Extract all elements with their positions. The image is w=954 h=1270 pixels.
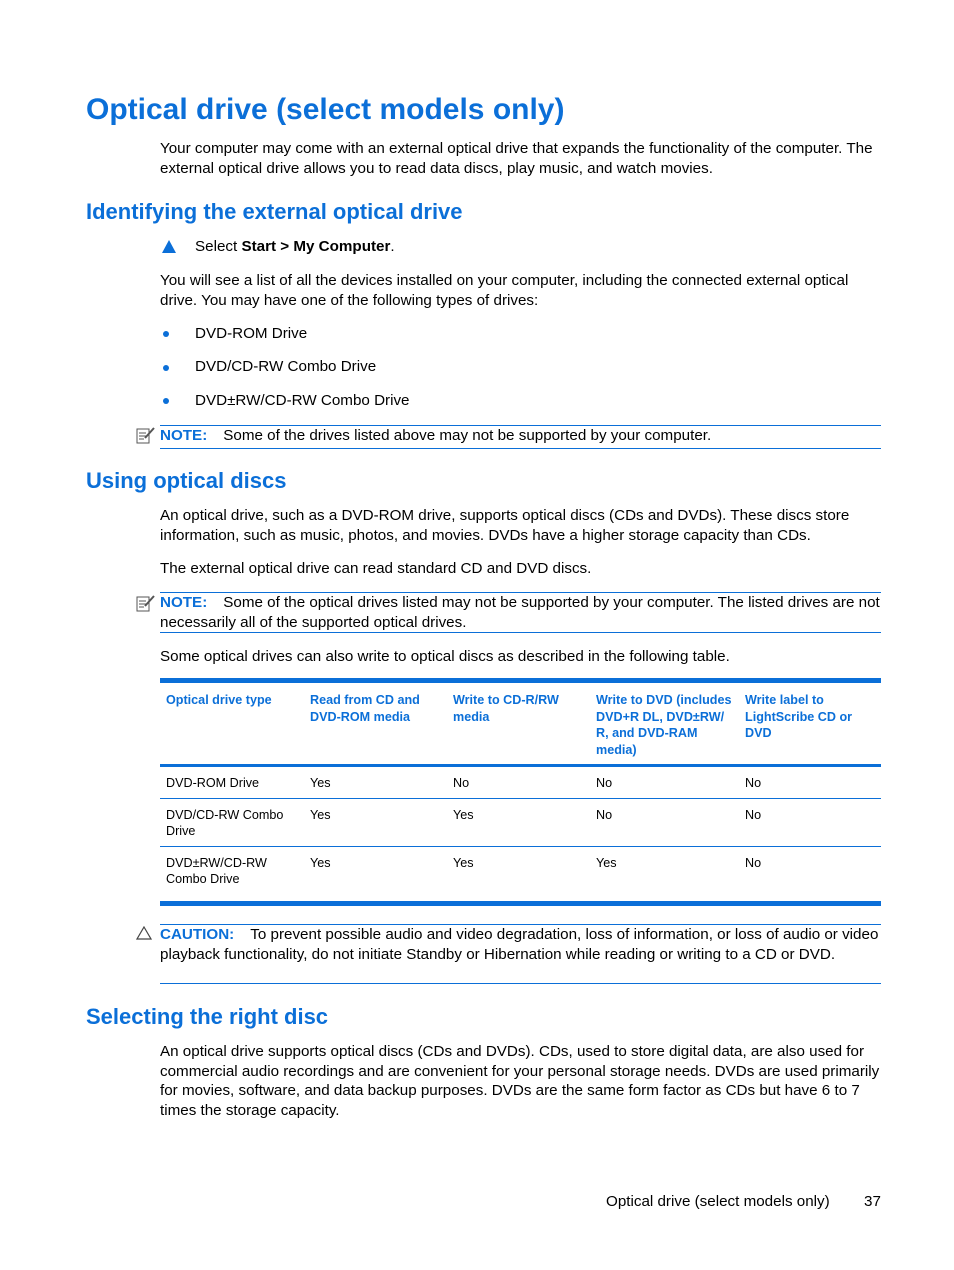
column-header: Write to DVD (includes DVD+R DL, DVD±RW/ R, and DVD-RAM media) [590,681,739,766]
note-text: Some of the drives listed above may not be supported by your computer. [223,427,712,444]
column-header: Optical drive type [160,681,304,766]
table-row [160,846,881,903]
bullet-dot-icon [163,398,169,404]
table-cell: Yes [590,846,739,903]
table-cell: No [447,766,590,799]
read-discs-paragraph: The external optical drive can read standard CD and DVD discs. [160,560,592,577]
table-cell: No [739,766,881,799]
section-heading-using: Using optical discs [86,468,287,493]
column-header: Write to CD-R/RW media [447,681,590,766]
note-pencil-icon [136,426,156,449]
drives-paragraph: You will see a list of all the devices installed on your computer, including the connected external optical drive. You may have one of the following types of drives: [160,272,849,309]
bullet-dot-icon [163,331,169,337]
table-cell: DVD/CD-RW Combo Drive [160,798,304,846]
caution-label: CAUTION: [160,926,235,943]
table-cell: No [590,766,739,799]
table-cell: Yes [304,798,447,846]
table-cell: DVD±RW/CD-RW Combo Drive [160,846,304,903]
section-heading-selecting: Selecting the right disc [86,1004,329,1029]
table-cell: No [739,798,881,846]
caution-box [160,924,881,984]
step-suffix: . [390,238,395,255]
intro-paragraph: Your computer may come with an external optical drive that expands the functionality of the computer. The external optical drive allows you to read data discs, play music, and watch movies. [160,140,873,177]
table-cell: Yes [304,846,447,903]
list-item: DVD-ROM Drive [195,325,308,342]
table-cell: Yes [304,766,447,799]
caution-text: To prevent possible audio and video degradation, loss of information, or loss of audio or video playback functionality, do not initiate Standby or Hibernation while reading or writing to a CD or DVD. [160,926,879,963]
column-header: Read from CD and DVD-ROM media [304,681,447,766]
table-cell: DVD-ROM Drive [160,766,304,799]
column-header: Write label to LightScribe CD or DVD [739,681,881,766]
step-bold: Start > My Computer [241,238,391,255]
table-cell: Yes [447,798,590,846]
note-text: Some of the optical drives listed may not be supported by your computer. The listed drives are not necessarily all of the supported optical drives. [160,594,880,631]
list-item: DVD±RW/CD-RW Combo Drive [195,392,410,409]
table-row [160,766,881,799]
table-cell: No [590,798,739,846]
note-box [160,425,881,449]
note-label: NOTE: [160,427,208,444]
table-header-row [160,681,881,766]
step-prefix: Select [195,238,242,255]
caution-triangle-icon [136,926,152,945]
triangle-up-icon [162,240,176,258]
table-cell: No [739,846,881,903]
page-number: 37 [864,1193,881,1210]
section-heading-identifying: Identifying the external optical drive [86,199,463,224]
page-title: Optical drive (select models only) [86,93,565,126]
note-pencil-icon [136,594,156,617]
table-intro-paragraph: Some optical drives can also write to optical discs as described in the following table. [160,648,730,665]
table-cell: Yes [447,846,590,903]
list-item: DVD/CD-RW Combo Drive [195,358,377,375]
selecting-disc-paragraph: An optical drive supports optical discs (CDs and DVDs). CDs, used to store digital data, are also used for commercial audio recordings and are convenient for your personal storage needs. DVDs are used primarily for movies, software, and data backup purposes. DVDs are the same form factor as CDs but have 6 to 7 times the storage capacity. [160,1043,880,1119]
note-label: NOTE: [160,594,208,611]
step-instruction [195,237,395,257]
footer-title: Optical drive (select models only) [606,1193,830,1210]
bullet-dot-icon [163,365,169,371]
table-row [160,798,881,846]
optical-discs-paragraph: An optical drive, such as a DVD-ROM drive, supports optical discs (CDs and DVDs). These discs store information, such as music, photos, and movies. DVDs have a higher storage capacity than CDs. [160,507,850,544]
note-box [160,592,881,633]
drive-capabilities-table [160,678,881,906]
